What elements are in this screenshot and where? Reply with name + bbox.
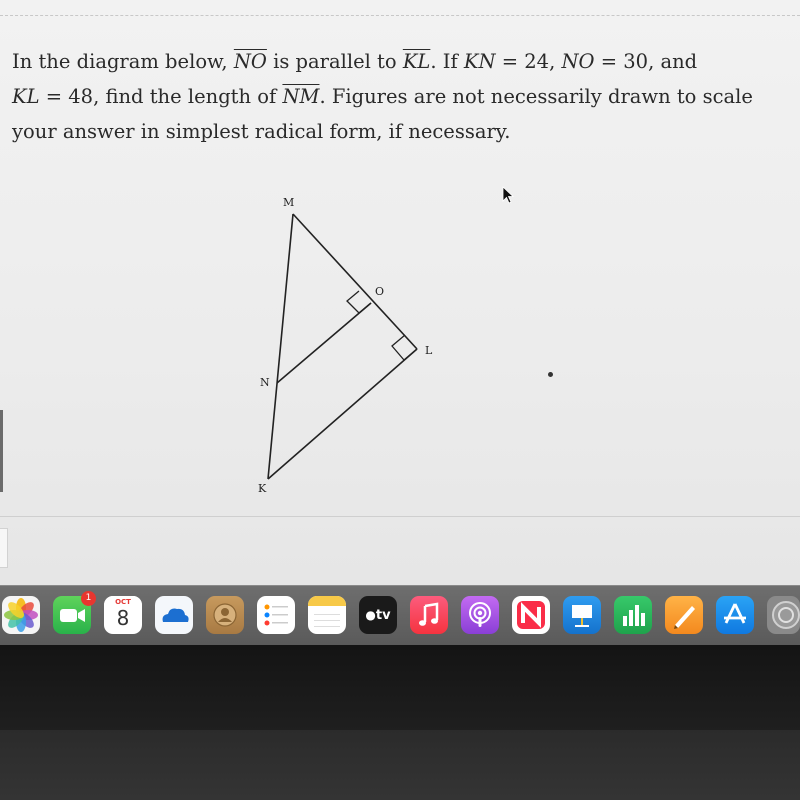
- bottom-divider: [0, 516, 800, 517]
- label-m: M: [283, 196, 295, 209]
- var-no: NO: [561, 50, 595, 73]
- segment-no: $\overline{NO}$: [233, 50, 267, 73]
- label-k: K: [258, 482, 267, 495]
- facetime-badge: 1: [81, 591, 96, 606]
- q1-text-a: In the diagram below,: [12, 50, 234, 73]
- q2-text-a: = 48, find the length of: [39, 85, 283, 108]
- apple-tv-icon[interactable]: [359, 596, 397, 634]
- calendar-icon[interactable]: [104, 596, 142, 634]
- answer-input[interactable]: [0, 528, 8, 568]
- segment-kl: $\overline{KL}$: [402, 50, 431, 73]
- left-edge-bar: [0, 410, 3, 492]
- q1-text-b: is parallel to: [266, 50, 403, 73]
- q1-text-d: = 24,: [495, 50, 562, 73]
- dock: [0, 585, 800, 646]
- right-angle-mark-l: [392, 335, 417, 360]
- question-line-3: your answer in simplest radical form, if necessary.: [12, 120, 511, 143]
- keynote-icon[interactable]: [563, 596, 601, 634]
- onedrive-icon[interactable]: [155, 596, 193, 634]
- news-icon[interactable]: [512, 596, 550, 634]
- pages-icon[interactable]: [665, 596, 703, 634]
- app-store-icon[interactable]: [716, 596, 754, 634]
- segment-mk-line: [268, 214, 293, 479]
- var-kl: KL: [12, 85, 40, 108]
- label-l: L: [425, 344, 433, 357]
- mouse-pointer-icon: [502, 186, 516, 206]
- label-o: O: [375, 285, 385, 298]
- notes-icon[interactable]: [308, 596, 346, 634]
- reminders-icon[interactable]: [257, 596, 295, 634]
- laptop-bezel-lower: [0, 730, 800, 800]
- system-preferences-icon[interactable]: [767, 596, 800, 634]
- calendar-month: OCT: [104, 596, 142, 606]
- apple-logo-icon: ●: [365, 608, 376, 622]
- podcasts-icon[interactable]: [461, 596, 499, 634]
- q1-text-e: = 30, and: [594, 50, 698, 73]
- photos-icon[interactable]: [2, 596, 40, 634]
- segment-ml-line: [293, 214, 417, 349]
- contacts-icon[interactable]: [206, 596, 244, 634]
- q1-text-c: . If: [430, 50, 464, 73]
- apple-tv-label: tv: [375, 608, 391, 623]
- segment-kl-line: [268, 349, 417, 479]
- numbers-icon[interactable]: [614, 596, 652, 634]
- var-kn: KN: [463, 50, 496, 73]
- segment-no-line: [277, 303, 371, 383]
- q2-text-b: . Figures are not necessarily drawn to scale: [319, 85, 753, 108]
- calendar-day: 8: [116, 606, 130, 630]
- segment-nm: $\overline{NM}$: [282, 85, 320, 108]
- music-icon[interactable]: [410, 596, 448, 634]
- stray-dot: [548, 372, 553, 377]
- label-n: N: [260, 376, 270, 389]
